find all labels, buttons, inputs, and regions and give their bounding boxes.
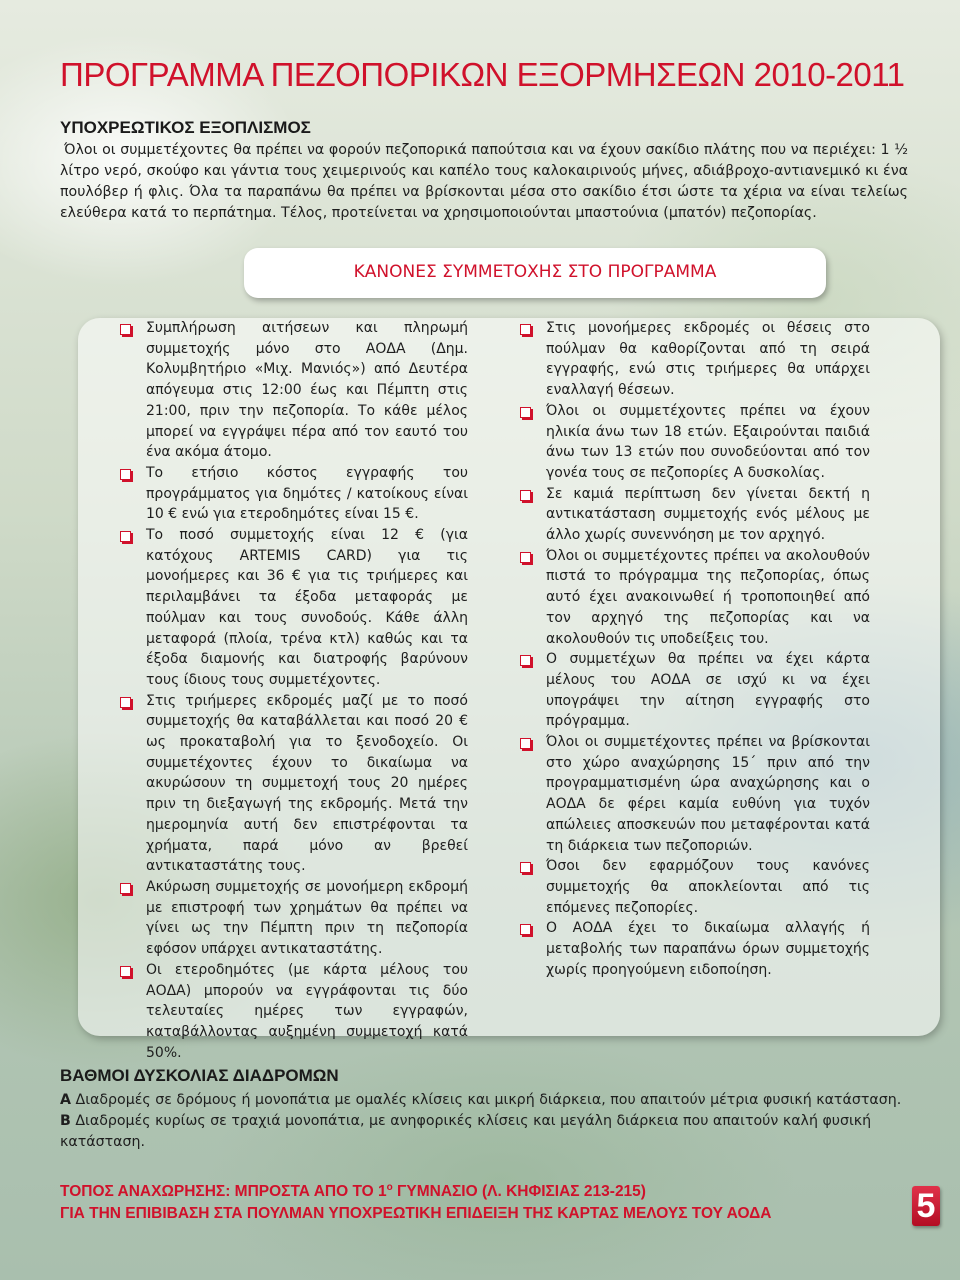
difficulty-b-label: Β xyxy=(60,1113,71,1129)
page-number: 5 xyxy=(912,1186,940,1226)
square-bullet-icon xyxy=(520,490,531,501)
rule-text: Το ποσό συμμετοχής είναι 12 € (για κατόχους ARTEMIS CARD) για τις μονοήμερες και 36 € για τις τριήμερες και περιλαμβάνει τα έξοδα μεταφοράς με πούλμαν και τους συνοδούς. Κάθε άλλη μεταφορά (πλοία, τρένα κτλ) καθώς και τα έξοδα διαμονής και διατροφής βαρύνουν τους ίδιους τους συμμετέχοντες. xyxy=(146,527,468,688)
difficulty-b-text: Διαδρομές κυρίως σε τραχιά μονοπάτια, με ανηφορικές κλίσεις και μεγάλη διάρκεια που απαιτούν καλή φυσική κατάσταση. xyxy=(60,1113,872,1150)
rule-text: Όλοι οι συμμετέχοντες πρέπει να βρίσκονται στο χώρο αναχώρησης 15΄ πριν από την προγραμματισμένη ώρα αναχώρησης και ο ΑΟΔΑ δε φέρει καμία ευθύνη για τυχόν απώλειες αποσκευών που μεταφέρονται κατά τη διάρκεια των πεζοποριών. xyxy=(546,734,870,854)
rule-item xyxy=(520,918,870,980)
rules-list-left xyxy=(120,318,468,1063)
square-bullet-icon xyxy=(520,655,531,666)
rule-text: Όσοι δεν εφαρμόζουν τους κανόνες συμμετοχής θα αποκλείονται από τις επόμενες πεζοπορίες. xyxy=(546,858,870,916)
square-bullet-icon xyxy=(520,862,531,873)
rule-item xyxy=(520,649,870,732)
boarding-notice: ΓΙΑ ΤΗΝ ΕΠΙΒΙΒΑΣΗ ΣΤΑ ΠΟΥΛΜΑΝ ΥΠΟΧΡΕΩΤΙΚΗ ΕΠΙΔΕΙΞΗ ΤΗΣ ΚΑΡΤΑΣ ΜΕΛΟΥΣ ΤΟΥ ΑΟΔΑ xyxy=(60,1205,772,1222)
rule-item xyxy=(120,877,468,960)
rule-text: Ο ΑΟΔΑ έχει το δικαίωμα αλλαγής ή μεταβολής των παραπάνω όρων συμμετοχής χωρίς προηγούμενη ειδοποίηση. xyxy=(546,920,870,978)
square-bullet-icon xyxy=(120,531,131,542)
square-bullet-icon xyxy=(520,738,531,749)
square-bullet-icon xyxy=(520,924,531,935)
square-bullet-icon xyxy=(120,324,131,335)
departure-location-address: ΓΥΜΝΑΣΙΟ (Λ. ΚΗΦΙΣΙΑΣ 213-215) xyxy=(392,1183,646,1201)
square-bullet-icon xyxy=(120,883,131,894)
rule-item xyxy=(520,546,870,650)
rule-item xyxy=(120,525,468,691)
rule-text: Στις μονοήμερες εκδρομές οι θέσεις στο πούλμαν θα καθορίζονται από τη σειρά εγγραφής, ενώ στις τριήμερες θα υπάρχει εναλλαγή θέσεων. xyxy=(546,320,870,399)
rule-text: Το ετήσιο κόστος εγγραφής του προγράμματος για δημότες / κατοίκους είναι 10 € ενώ για ετεροδημότες είναι 15 €. xyxy=(146,464,468,523)
rule-text: Ο συμμετέχων θα πρέπει να έχει κάρτα μέλους του ΑΟΔΑ σε ισχύ κι να έχει υπογράψει την αίτηση εγγραφής στο πρόγραμμα. xyxy=(546,651,870,730)
page-title: ΠΡΟΓΡΑΜΜΑ ΠΕΖΟΠΟΡΙΚΩΝ ΕΞΟΡΜΗΣΕΩΝ 2010-2011 xyxy=(60,56,905,93)
square-bullet-icon xyxy=(520,407,531,418)
rule-text: Συμπλήρωση αιτήσεων και πληρωμή συμμετοχής μόνο στο ΑΟΔΑ (Δημ. Κολυμβητήριο «Μιχ. Μανιός») από Δευτέρα απόγευμα στις 12:00 έως και Πέμπτη στις 21:00, πριν την πεζοπορία. Το κάθε μέλος μπορεί να εγγράψει πέρα από τον εαυτό του ένα ακόμα άτομο. xyxy=(146,320,468,461)
square-bullet-icon xyxy=(520,552,531,563)
rules-heading: ΚΑΝΟΝΕΣ ΣΥΜΜΕΤΟΧΗΣ ΣΤΟ ΠΡΟΓΡΑΜΜΑ xyxy=(353,262,717,282)
rule-item xyxy=(120,318,468,463)
ordinal-suffix: ο xyxy=(386,1182,393,1193)
rule-text: Οι ετεροδημότες (με κάρτα μέλους του ΑΟΔΑ) μπορούν να εγγράφονται τις δύο τελευταίες ημέρες των εγγραφών, καταβάλλοντας αυξημένη συμμετοχή κατά 50%. xyxy=(146,961,468,1061)
rule-item xyxy=(520,318,870,401)
rule-item xyxy=(120,463,468,525)
rule-item xyxy=(520,856,870,918)
difficulty-text xyxy=(60,1090,908,1153)
equipment-text: Όλοι οι συμμετέχοντες θα πρέπει να φορούν πεζοπορικά παπούτσια και να έχουν σακίδιο πλάτης που να περιέχει: 1 ½ λίτρο νερό, σκούφο και γάντια τους χειμερινούς και καπέλο τους καλοκαιρινούς μήνες, αδιάβροχο-αντιανεμικό κι ένα πουλόβερ ή φλις. Όλα τα παραπάνω θα πρέπει να βρίσκονται μέσα στο σακίδιο έτσι ώστε τα χέρια να είναι τελείως ελεύθερα κατά το περπάτημα. Τέλος, προτείνεται να χρησιμοποιούνται μπαστούνια (μπατόν) πεζοπορίας. xyxy=(60,142,908,221)
rule-item xyxy=(520,732,870,856)
rule-item xyxy=(120,960,468,1064)
rule-text: Σε καμιά περίπτωση δεν γίνεται δεκτή η αντικατάσταση συμμετοχής ενός μέλους με άλλο χωρίς συνεννόηση με τον αρχηγό. xyxy=(546,485,870,544)
rules-heading-tab xyxy=(244,248,826,298)
rule-text: Στις τριήμερες εκδρομές μαζί με το ποσό συμμετοχής θα καταβάλλεται και ποσό 20 € ως προκαταβολή για το ξενοδοχείο. Οι συμμετέχοντες έχουν το δικαίωμα να ακυρώσουν τη συμμετοχή τους 20 ημέρες πριν τη διεξαγωγή της εκδρομής. Μετά την ημερομηνία αυτή δεν επιστρέφονται τα χρήματα, παρά μόνο αν βρεθεί αντικαταστάτης τους. xyxy=(146,692,468,875)
square-bullet-icon xyxy=(120,966,131,977)
rule-item xyxy=(520,484,870,546)
rule-text: Ακύρωση συμμετοχής σε μονοήμερη εκδρομή με επιστροφή των χρημάτων θα πρέπει να γίνει ως την Πέμπτη πριν τη πεζοπορία εφόσον υπάρχει αντικαταστάτης. xyxy=(146,878,468,958)
rules-list-right xyxy=(520,318,870,981)
departure-location xyxy=(60,1182,646,1201)
rule-text: Όλοι οι συμμετέχοντες πρέπει να ακολουθούν πιστά το πρόγραμμα της πεζοπορίας, όπως αυτό έχει ανακοινωθεί ή τροποποιηθεί από τον αρχηγό της πεζοπορίας και να ακολουθούν τις υποδείξεις του. xyxy=(546,547,870,647)
difficulty-a-text: Διαδρομές σε δρόμους ή μονοπάτια με ομαλές κλίσεις και μικρή διάρκεια, που απαιτούν μέτρια φυσική κατάσταση. xyxy=(70,1092,902,1108)
rule-text: Όλοι οι συμμετέχοντες πρέπει να έχουν ηλικία άνω των 18 ετών. Εξαιρούνται παιδιά άνω των 13 ετών που συνοδεύονται από τον γονέα τους σε πεζοπορίες Α δυσκολίας. xyxy=(546,402,870,481)
departure-location-text: ΤΟΠΟΣ ΑΝΑΧΩΡΗΣΗΣ: ΜΠΡΟΣΤΑ ΑΠΟ ΤΟ 1 xyxy=(60,1183,387,1201)
difficulty-a-label: Α xyxy=(60,1092,71,1108)
equipment-heading: ΥΠΟΧΡΕΩΤΙΚΟΣ ΕΞΟΠΛΙΣΜΟΣ xyxy=(60,118,311,137)
square-bullet-icon xyxy=(520,324,531,335)
difficulty-heading: ΒΑΘΜΟΙ ΔΥΣΚΟΛΙΑΣ ΔΙΑΔΡΟΜΩΝ xyxy=(60,1066,339,1085)
square-bullet-icon xyxy=(120,697,131,708)
rule-item xyxy=(520,401,870,484)
rule-item xyxy=(120,691,468,877)
square-bullet-icon xyxy=(120,469,131,480)
